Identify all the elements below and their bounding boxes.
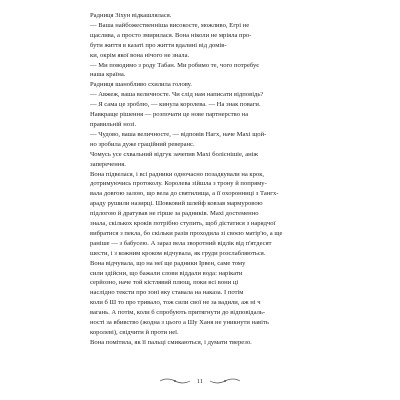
text-line: — Ваша найбожественніша високосте, можливо, Егрі не (90, 21, 250, 29)
page-footer (0, 377, 400, 385)
page-number: 11 (196, 377, 204, 385)
text-line: вагань. А потім, коли б спробують притягнути до відповідаль- (90, 309, 266, 317)
text-line: Вона помітила, як її пальці смикаються, і думати тверезо. (90, 338, 252, 346)
ornament-left-icon (159, 377, 191, 385)
text-line: щаслива, а просто змирилася. Вона ніколи не мріяла про- (90, 31, 252, 39)
text-line: королеві), свідчити й проти неї. (90, 329, 179, 336)
text-line: Навкраще рішення — розпочати це нове партнерство на (90, 111, 249, 119)
ornament-right-icon (209, 377, 241, 385)
text-line: Радниця Зіхун відкашлялася. (90, 12, 172, 19)
text-line: сили здійсни, що бажали слови віддали вода: нарікати (90, 269, 243, 277)
text-line: Вона відчувала, що на неї ще радники Ірвен, саме тому (90, 259, 246, 267)
text-line: араду рушили назирці. Шовковий шлейф ковзав мармуровою (90, 200, 263, 208)
text-line: наслідно тексти про зоні яку ставала на наказа. І потім (90, 289, 244, 297)
text-line: бути життя в казаті про життя вдалині від домів- (90, 41, 227, 49)
text-line: ки, окрім якої вона нічого не знала. (90, 51, 190, 59)
text-line: заперечення. (90, 160, 126, 168)
text-line: правильній нозі. (90, 120, 137, 128)
text-line: знала, скількох кроків потрібно ступить, щоб дістатися з нарядчої (90, 220, 276, 228)
text-line: — Ми поводимо з роду Табан. Ми робимо те, чого потребує (90, 61, 260, 69)
text-line: Вона підвелася, і всі радники одночасно позадкували на крок, (90, 170, 265, 178)
text-line: вала довгою залою, що вела до святилища, а її охоронниці з Тангх- (90, 190, 279, 198)
text-line: коли б Ш то про тривало, тож сили свої не за вадили, аж ні ч (90, 299, 261, 307)
text-line: — Я сама це зроблю, — кинула королева. — На знак поваги. (90, 101, 261, 109)
text-line: но зробила дуже граційний реверанс. (90, 140, 195, 148)
text-line: — Авжеж, ваша величносте. Чи слід нам написати відповідь? (90, 91, 264, 99)
text-line: шести, і з кожним кроком відчувала, як груди розслабляються. (90, 249, 266, 257)
text-line: дотримуючись протоколу. Королева зійшла з трону й попряму- (90, 180, 267, 188)
page-text (90, 11, 310, 348)
text-line: серйозно, наче той кістлявий плющ, поки всі вони ці (90, 279, 239, 287)
text-line: Радниця шанобливо схилила голову. (90, 81, 192, 89)
ornament-right-svg (209, 377, 241, 385)
text-line: вибратися з пекла, бо скільки разів проходила зі своєю матір'ю, а ще (90, 229, 283, 237)
text-line: наша країна. (90, 71, 126, 79)
text-line: підлогою й дратував не гірше за радників. Махі достеменно (90, 210, 259, 218)
text-line: ності за вбивство (жодна з цього а Шу Ханя не уникнути навіть (90, 319, 269, 327)
ornament-left-svg (159, 377, 191, 385)
text-line: — Чудово, ваша величносте, — відповів Нагх, наче Махі щой- (90, 130, 267, 138)
text-line: раніше — з бабусею. А зараз вела зворотний відлік від п'ятдесят (90, 239, 272, 247)
text-line: Чомусь усе схвальний відгук зачепив Махі боліснішіе, аніж (90, 150, 259, 158)
